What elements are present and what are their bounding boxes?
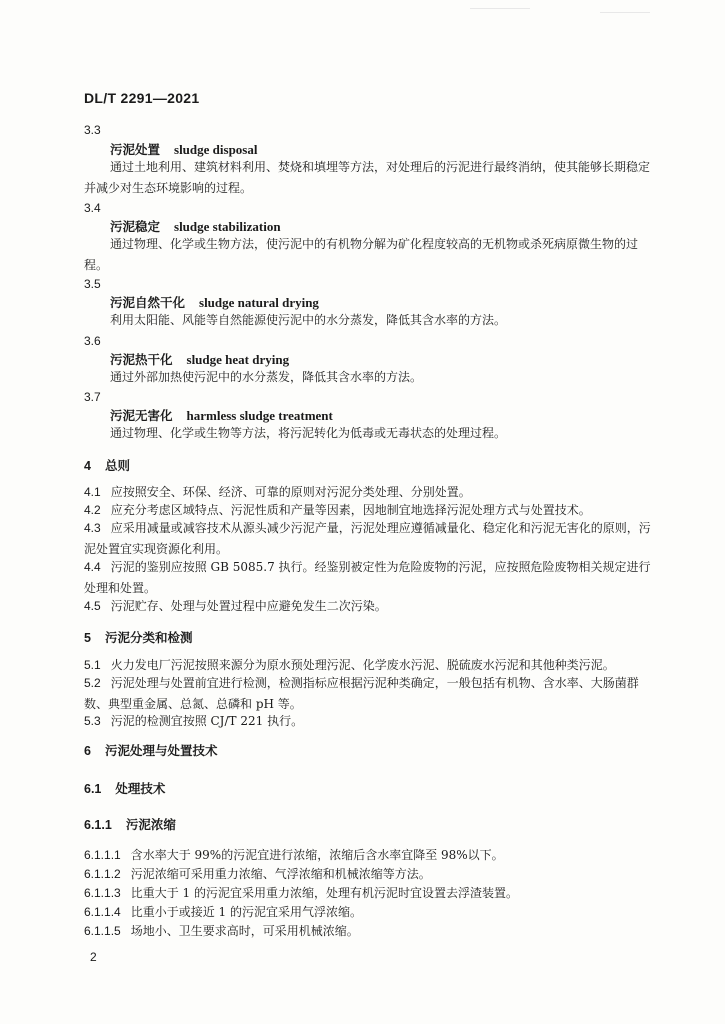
- section-title: 污泥浓缩: [125, 817, 176, 832]
- clause-number: 6.1.1.2: [84, 867, 121, 881]
- term-definition: 通过外部加热使污泥中的水分蒸发，降低其含水率的方法。: [110, 370, 423, 384]
- term-title: [110, 406, 333, 424]
- section-title: 总则: [104, 458, 130, 473]
- section-heading: [84, 741, 217, 759]
- term-definition: 利用太阳能、风能等自然能源使污泥中的水分蒸发，降低其含水率的方法。: [110, 313, 507, 327]
- term-zh: 污泥自然干化: [110, 295, 186, 310]
- term-zh: 污泥处置: [110, 142, 161, 157]
- clause-text: 污泥浓缩可采用重力浓缩、气浮浓缩和机械浓缩等方法。: [130, 867, 431, 881]
- section-number: 5: [84, 631, 91, 645]
- clause-number: 4.4: [84, 560, 101, 574]
- subsection-heading: [84, 779, 165, 797]
- clause-number: 6.1.1.4: [84, 905, 121, 919]
- clause-number: 5.3: [84, 714, 101, 728]
- term-title: [110, 217, 281, 235]
- clause-text: 应按照安全、环保、经济、可靠的原则对污泥分类处理、分别处置。: [110, 485, 471, 499]
- clause-text: 火力发电厂污泥按照来源分为原水预处理污泥、化学废水污泥、脱硫废水污泥和其他种类污泥。: [110, 658, 615, 672]
- clause-text: 污泥的鉴别应按照 GB 5085.7 执行。经鉴别被定性为危险废物的污泥，应按照危险废物相关规定进行处理和处置。: [84, 560, 651, 595]
- clause-text: 污泥贮存、处理与处置过程中应避免发生二次污染。: [110, 599, 387, 613]
- term-zh: 污泥稳定: [110, 219, 161, 234]
- clause-text: 应充分考虑区域特点、污泥性质和产量等因素，因地制宜地选择污泥处理方式与处置技术。: [110, 503, 591, 517]
- term-number: 3.5: [84, 277, 101, 291]
- clause: [84, 864, 660, 885]
- term-en: sludge disposal: [174, 142, 258, 157]
- clause-number: 6.1.1.5: [84, 924, 121, 938]
- section-number: 4: [84, 459, 91, 473]
- section-heading: [84, 628, 192, 646]
- clause-number: 6.1.1.3: [84, 886, 121, 900]
- scan-mark: [470, 8, 530, 9]
- term-title: [110, 350, 289, 368]
- clause-text: 应采用减量或减容技术从源头减少污泥产量，污泥处理应遵循减量化、稳定化和污泥无害化的原则，污泥处置宜实现资源化利用。: [84, 521, 651, 556]
- term-number: 3.4: [84, 201, 101, 215]
- scan-mark: [600, 12, 650, 13]
- clause-number: 4.5: [84, 599, 101, 613]
- term-definition: 通过物理、化学或生物方法，使污泥中的有机物分解为矿化程度较高的无机物或杀死病原微生物的过程。: [84, 237, 639, 272]
- term-zh: 污泥无害化: [110, 408, 173, 423]
- term-number: 3.7: [84, 390, 101, 404]
- clause-text: 比重大于 1 的污泥宜采用重力浓缩，处理有机污泥时宜设置去浮渣装置。: [130, 886, 518, 900]
- term-definition: 通过土地利用、建筑材料利用、焚烧和填埋等方法，对处理后的污泥进行最终消纳，使其能够长期稳定并减少对生态环境影响的过程。: [84, 160, 651, 195]
- clause-text: 含水率大于 99%的污泥宜进行浓缩，浓缩后含水率宜降至 98%以下。: [130, 848, 504, 862]
- subsection-heading: [84, 815, 176, 833]
- term-number: 3.6: [84, 334, 101, 348]
- term-en: sludge stabilization: [174, 219, 281, 234]
- clause: [84, 711, 660, 732]
- term-definition: 通过物理、化学或生物等方法，将污泥转化为低毒或无毒状态的处理过程。: [110, 426, 507, 440]
- term-title: [110, 140, 257, 158]
- term-number: 3.3: [84, 123, 101, 137]
- clause: [84, 673, 660, 715]
- clause: [84, 883, 660, 904]
- clause-number: 6.1.1.1: [84, 848, 121, 862]
- term-en: harmless sludge treatment: [186, 408, 333, 423]
- clause-number: 4.2: [84, 503, 101, 517]
- standard-code: DL/T 2291—2021: [84, 90, 200, 106]
- section-number: 6: [84, 744, 91, 758]
- section-number: 6.1: [84, 782, 102, 796]
- clause-text: 污泥的检测宜按照 CJ/T 221 执行。: [110, 714, 304, 728]
- clause-number: 5.2: [84, 676, 101, 690]
- section-number: 6.1.1: [84, 818, 112, 832]
- clause-text: 污泥处理与处置前宜进行检测，检测指标应根据污泥种类确定，一般包括有机物、含水率、大肠菌群数、典型重金属、总氮、总磷和 pH 等。: [84, 676, 639, 711]
- section-title: 污泥处理与处置技术: [104, 743, 218, 758]
- clause: [84, 518, 660, 560]
- section-title: 污泥分类和检测: [104, 630, 193, 645]
- clause-number: 4.3: [84, 521, 101, 535]
- term-title: [110, 293, 319, 311]
- clause: [84, 845, 660, 866]
- term-zh: 污泥热干化: [110, 352, 173, 367]
- clause-text: 场地小、卫生要求高时，可采用机械浓缩。: [130, 924, 359, 938]
- term-en: sludge heat drying: [186, 352, 290, 367]
- page-number: 2: [90, 950, 97, 964]
- clause-text: 比重小于或接近 1 的污泥宜采用气浮浓缩。: [130, 905, 362, 919]
- clause-number: 5.1: [84, 658, 101, 672]
- section-heading: [84, 456, 130, 474]
- clause: [84, 902, 660, 923]
- clause: [84, 596, 660, 617]
- clause-number: 4.1: [84, 485, 101, 499]
- clause: [84, 921, 660, 942]
- clause: [84, 557, 660, 599]
- term-en: sludge natural drying: [199, 295, 319, 310]
- section-title: 处理技术: [115, 781, 166, 796]
